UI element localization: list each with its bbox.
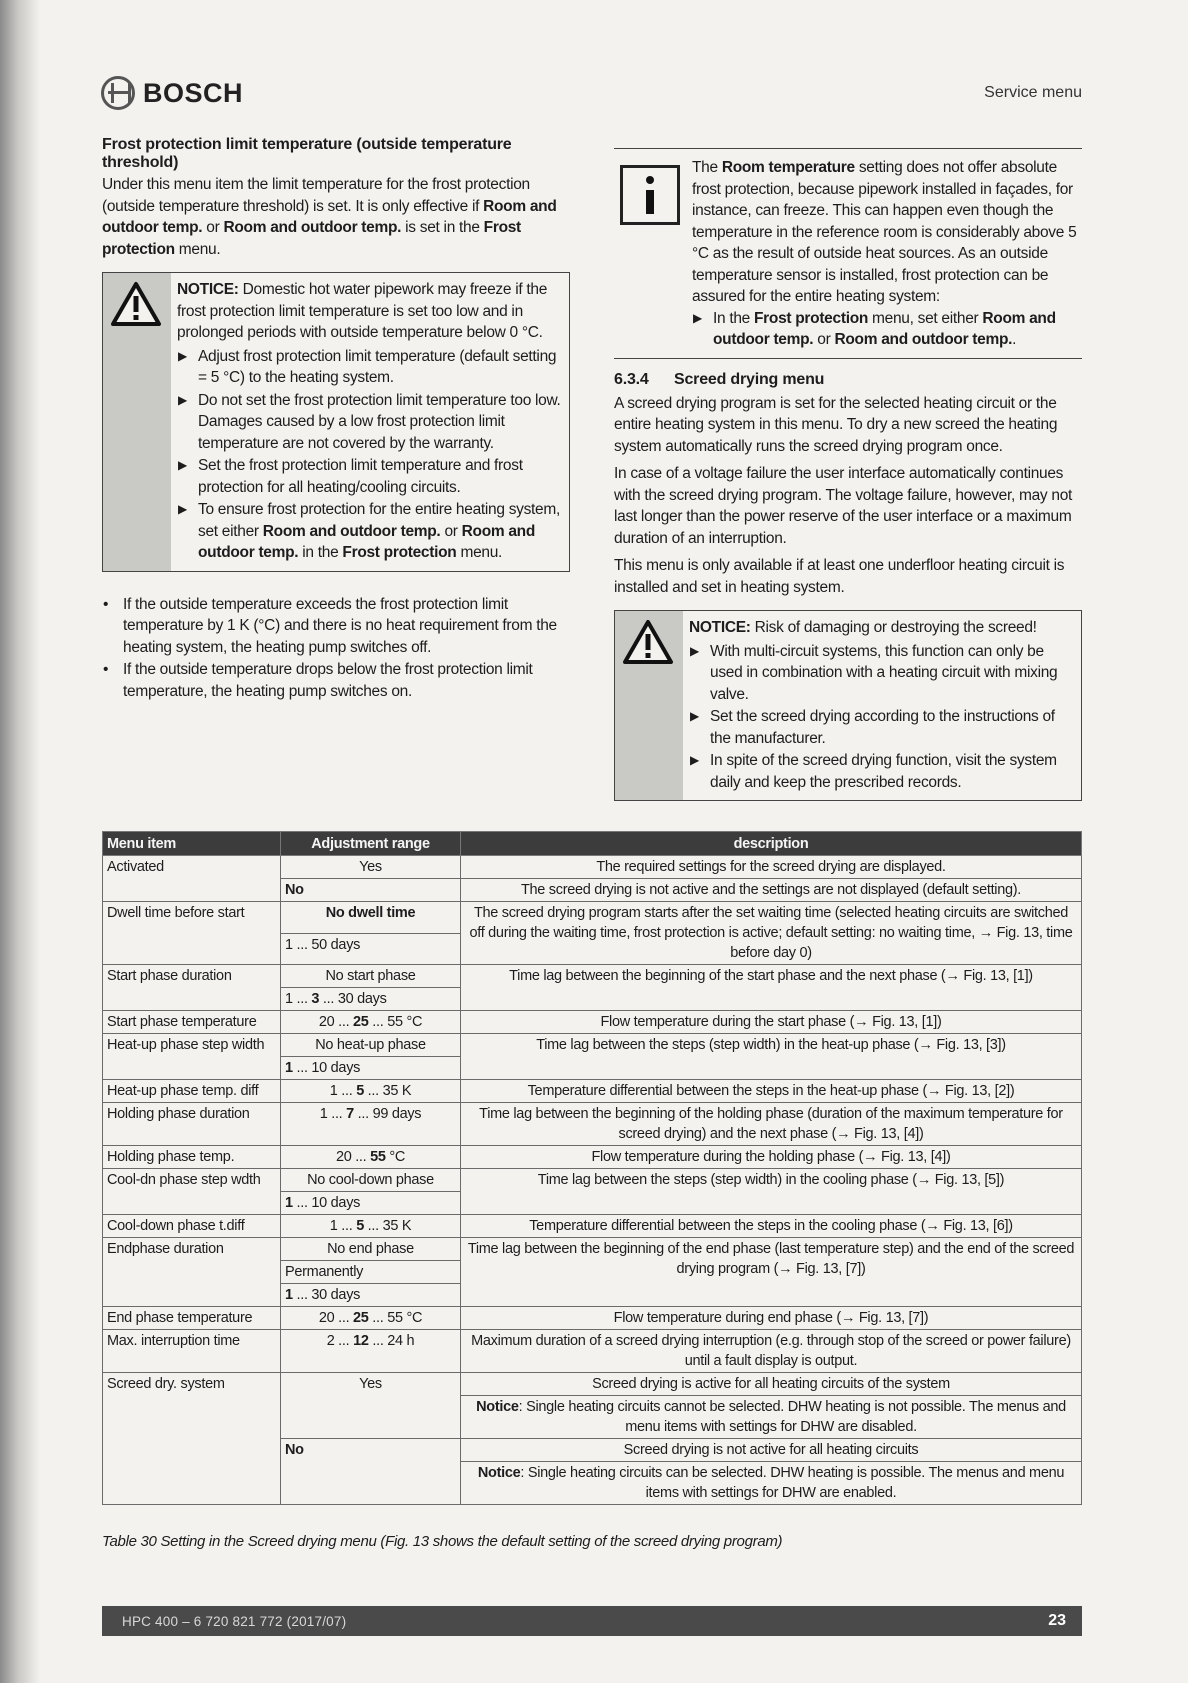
text-run: or — [813, 331, 835, 348]
text-run: Risk of damaging or destroying the screed! — [750, 619, 1037, 636]
list-item: • If the outside temperature drops below the frost protection limit temperature, the heating pump switches on. — [102, 659, 570, 702]
paragraph: This menu is only available if at least one underfloor heating circuit is installed and set in heating system. — [614, 557, 1065, 596]
text-run: . — [1012, 331, 1017, 348]
list-item — [177, 390, 561, 455]
table-row — [103, 1169, 1082, 1192]
range-cell — [281, 933, 461, 965]
subheading: Frost protection limit temperature (outside temperature threshold) — [102, 136, 512, 171]
text-run: ... 55 °C — [368, 1014, 423, 1030]
text-run: ... 30 days — [292, 1287, 361, 1303]
menu-item-cell: Endphase duration — [103, 1238, 281, 1307]
description-cell — [461, 1169, 1082, 1215]
menu-item-cell: Start phase duration — [103, 965, 281, 1011]
settings-table — [102, 831, 1082, 1505]
range-cell — [281, 1215, 461, 1238]
column-header: description — [461, 832, 1082, 856]
text-run: Time lag between the beginning of the start phase and the next phase (→ Fig. 13, [1]) — [509, 968, 1033, 984]
page-number: 23 — [1048, 1612, 1066, 1629]
text-run: In the — [713, 309, 754, 327]
emphasis-text: Frost protection — [342, 544, 457, 561]
text-run: Flow temperature during end phase (→ Fig. 13, [7]) — [613, 1310, 929, 1326]
right-column — [614, 136, 1082, 801]
text-run: 1 ... — [319, 1106, 347, 1122]
notice-screed — [614, 610, 1082, 801]
menu-item-cell: Holding phase temp. — [103, 1146, 281, 1169]
text-run: menu. — [456, 544, 503, 561]
text-run: In spite of the screed drying function, visit the system daily and keep the prescribed records. — [710, 752, 1057, 791]
text-run: 1 ... — [285, 991, 312, 1007]
range-cell — [281, 902, 461, 934]
menu-item-cell: Cool-dn phase step wdth — [103, 1169, 281, 1215]
text-run: The — [692, 159, 722, 176]
description-cell — [461, 1146, 1082, 1169]
column-header: Adjustment range — [281, 832, 461, 856]
text-run: Under this menu item the limit temperature for the frost protection (outside temperature threshold) is set. It is only effective if — [102, 176, 530, 215]
description-cell — [461, 1238, 1082, 1307]
text-run: No cool-down phase — [307, 1172, 434, 1188]
menu-item-cell: Heat-up phase temp. diff — [103, 1080, 281, 1103]
text-run: setting does not offer absolute frost protection, because pipework installed in façades, for instance, can freeze. This can happen even though the temperature in the reference room is considerably above 5 °C as the result of outside heat sources. As an outside temperature sensor is installed, frost protection can be assured for the entire heating system: — [692, 159, 1077, 305]
description-cell — [461, 902, 1082, 965]
description-cell — [461, 856, 1082, 879]
range-cell — [281, 1192, 461, 1215]
text-run: 1 ... 50 days — [285, 936, 361, 953]
table-row — [103, 1330, 1082, 1373]
emphasis-text: 25 — [353, 1014, 369, 1030]
info-list — [692, 308, 1082, 351]
bullet-list — [102, 594, 570, 703]
menu-item-cell: Activated — [103, 856, 281, 902]
text-run: No end phase — [327, 1241, 414, 1257]
range-cell — [281, 1103, 461, 1146]
emphasis-text: 1 — [285, 1060, 293, 1076]
text-run: Set the frost protection limit temperature and frost protection for all heating/cooling circuits. — [198, 457, 523, 496]
table-row — [103, 1238, 1082, 1261]
warning-triangle-icon — [622, 619, 674, 665]
info-text — [692, 157, 1082, 308]
range-cell — [281, 1307, 461, 1330]
list-item — [689, 750, 1073, 793]
emphasis-text: 12 — [353, 1333, 369, 1349]
text-run: Permanently — [285, 1264, 364, 1280]
text-run: Time lag between the beginning of the end phase (last temperature step) and the end of the screed drying program (→ Fig. 13, [7]) — [467, 1241, 1075, 1277]
emphasis-text: No dwell time — [325, 905, 416, 921]
range-cell — [281, 1439, 461, 1505]
description-cell — [461, 1011, 1082, 1034]
description-cell — [461, 1080, 1082, 1103]
menu-item-cell: Screed dry. system — [103, 1373, 281, 1505]
range-cell — [281, 1330, 461, 1373]
emphasis-text: 1 — [285, 1287, 293, 1303]
range-cell — [281, 1373, 461, 1439]
range-cell — [281, 1057, 461, 1080]
emphasis-text: No — [285, 882, 304, 898]
brand-name: BOSCH — [143, 77, 244, 108]
range-cell — [281, 1284, 461, 1307]
table-row — [103, 1215, 1082, 1238]
description-cell — [461, 1396, 1082, 1439]
text-run: : Single heating circuits cannot be selected. DHW heating is not possible. The menus and menu items with settings for DHW are disabled. — [518, 1399, 1066, 1435]
text-run: Temperature differential between the steps in the heat-up phase (→ Fig. 13, [2]) — [527, 1083, 1015, 1099]
emphasis-text: Room temperature — [721, 159, 855, 176]
info-box — [614, 148, 1082, 359]
table-caption: Table 30 Setting in the Screed drying menu (Fig. 13 shows the default setting of the screed drying program) — [102, 1533, 783, 1550]
menu-item-cell: Max. interruption time — [103, 1330, 281, 1373]
text-run: Time lag between the steps (step width) in the cooling phase (→ Fig. 13, [5]) — [537, 1172, 1005, 1188]
description-cell — [461, 1103, 1082, 1146]
text-run: Domestic hot water pipework may freeze if the frost protection limit temperature is set too low and in prolonged periods with outside temperature below 0 °C. — [177, 281, 548, 341]
table-row — [103, 1146, 1082, 1169]
notice-lead — [689, 617, 1073, 639]
left-column — [102, 136, 570, 703]
document-id: HPC 400 – 6 720 821 772 (2017/07) — [122, 1613, 347, 1629]
description-cell — [461, 1439, 1082, 1462]
text-run: Time lag between the beginning of the holding phase (duration of the maximum temperature for screed drying) and the next phase (→ Fig. 13, [4]) — [479, 1106, 1063, 1142]
emphasis-text: Room and outdoor temp. — [262, 522, 441, 540]
section-title: Screed drying menu — [674, 370, 825, 388]
range-cell — [281, 1146, 461, 1169]
description-cell — [461, 1373, 1082, 1396]
emphasis-text: 1 — [285, 1195, 293, 1211]
table-row — [103, 1103, 1082, 1146]
table-row — [103, 965, 1082, 988]
emphasis-text: 7 — [346, 1106, 354, 1122]
text-run: Adjust frost protection limit temperature (default setting = 5 °C) to the heating system. — [198, 347, 557, 386]
range-cell — [281, 1034, 461, 1057]
text-run: menu, set either — [868, 309, 983, 327]
list-item — [692, 308, 1082, 351]
text-run: ... 30 days — [319, 991, 387, 1007]
range-cell — [281, 965, 461, 988]
table-row — [103, 1373, 1082, 1396]
notice-content — [171, 273, 569, 571]
list-item — [177, 499, 561, 564]
emphasis-text: Room and outdoor temp. — [102, 197, 557, 236]
page-footer — [102, 1606, 1082, 1636]
text-run: No heat-up phase — [315, 1037, 426, 1053]
emphasis-text: NOTICE: — [689, 619, 751, 636]
list-item — [177, 346, 561, 389]
text-run: °C — [385, 1149, 406, 1165]
text-run: 1 ... — [329, 1218, 357, 1234]
table-row — [103, 1034, 1082, 1057]
table-row — [103, 1011, 1082, 1034]
emphasis-text: Room and outdoor temp. — [198, 522, 536, 561]
text-run: 1 ... — [329, 1083, 357, 1099]
paragraph: In case of a voltage failure the user interface automatically continues with the screed drying program. The voltage failure, however, may not last longer than the power reserve of the user interface or a maximum duration of an interruption. — [614, 465, 1073, 547]
menu-item-cell: End phase temperature — [103, 1307, 281, 1330]
text-run: Yes — [359, 1376, 382, 1392]
text-run: : Single heating circuits can be selected. DHW heating is possible. The menus and menu items with settings for DHW are enabled. — [520, 1465, 1065, 1501]
text-run: Screed drying is not active for all heating circuits — [623, 1442, 919, 1458]
section-heading — [614, 371, 1082, 389]
text-run: Yes — [359, 859, 382, 875]
text-run: Temperature differential between the steps in the cooling phase (→ Fig. 13, [6]) — [529, 1218, 1013, 1234]
text-run: 20 ... — [318, 1014, 354, 1030]
emphasis-text: No — [285, 1442, 304, 1458]
text-run: Set the screed drying according to the instructions of the manufacturer. — [710, 708, 1055, 747]
brand — [101, 76, 243, 110]
menu-item-cell: Start phase temperature — [103, 1011, 281, 1034]
emphasis-text: 5 — [356, 1083, 364, 1099]
text-run: in the — [298, 544, 343, 561]
emphasis-text: Room and outdoor temp. — [834, 331, 1013, 348]
description-cell — [461, 1330, 1082, 1373]
menu-item-cell: Dwell time before start — [103, 902, 281, 965]
emphasis-text: 5 — [356, 1218, 364, 1234]
warning-triangle-icon — [110, 281, 162, 327]
table-body — [103, 856, 1082, 1505]
text-run: ... 55 °C — [368, 1310, 423, 1326]
range-cell — [281, 1169, 461, 1192]
emphasis-text: 3 — [311, 991, 320, 1007]
text-run: To ensure frost protection for the entire heating system, set either — [198, 501, 560, 540]
text-run: The required settings for the screed drying are displayed. — [596, 859, 946, 875]
description-cell — [461, 1462, 1082, 1505]
emphasis-text: Notice — [477, 1465, 521, 1481]
intro-paragraph — [102, 174, 570, 260]
emphasis-text: 55 — [370, 1149, 386, 1165]
text-run: Flow temperature during the holding phase (→ Fig. 13, [4]) — [591, 1149, 951, 1165]
emphasis-text: Frost protection — [102, 219, 521, 258]
info-icon — [620, 165, 680, 225]
range-cell — [281, 879, 461, 902]
range-cell — [281, 1080, 461, 1103]
menu-item-cell: Holding phase duration — [103, 1103, 281, 1146]
table-row — [103, 1307, 1082, 1330]
description-cell — [461, 965, 1082, 1011]
section-number: 6.3.4 — [614, 370, 649, 388]
text-run: Flow temperature during the start phase (→ Fig. 13, [1]) — [600, 1014, 942, 1030]
notice-sidebar — [103, 273, 171, 571]
menu-item-cell: Heat-up phase step width — [103, 1034, 281, 1080]
emphasis-text: Room and outdoor temp. — [223, 219, 402, 236]
notice-lead — [177, 279, 561, 344]
text-run: or — [202, 219, 224, 236]
column-header: Menu item — [103, 832, 281, 856]
text-run: ... 10 days — [292, 1195, 361, 1211]
emphasis-text: Notice — [476, 1399, 519, 1415]
text-run: ... 10 days — [292, 1060, 361, 1076]
text-run: ... 99 days — [353, 1106, 422, 1122]
text-run: Maximum duration of a screed drying interruption (e.g. through stop of the screed or power failure) until a fault display is output. — [471, 1333, 1071, 1369]
description-cell — [461, 1034, 1082, 1080]
emphasis-text: NOTICE: — [177, 281, 239, 298]
list-item — [177, 455, 561, 498]
text-run: Time lag between the steps (step width) in the heat-up phase (→ Fig. 13, [3]) — [536, 1037, 1006, 1053]
list-item — [689, 641, 1073, 706]
description-cell — [461, 1307, 1082, 1330]
notice-list — [177, 346, 561, 564]
description-cell — [461, 1215, 1082, 1238]
text-run: With multi-circuit systems, this function can only be used in combination with a heating circuit with mixing valve. — [710, 642, 1058, 703]
text-run: menu. — [174, 240, 221, 258]
text-run: The screed drying is not active and the settings are not displayed (default setting). — [520, 882, 1022, 898]
notice-list — [689, 641, 1073, 794]
text-run: Do not set the frost protection limit temperature too low. Damages caused by a low frost protection limit temperature are not covered by the warranty. — [198, 391, 561, 452]
table-row — [103, 856, 1082, 879]
emphasis-text: 25 — [353, 1310, 369, 1326]
text-run: is set in the — [401, 219, 484, 236]
text-run: 2 ... — [326, 1333, 354, 1349]
notice-content — [683, 611, 1081, 800]
notice-sidebar — [615, 611, 683, 800]
text-run: or — [440, 522, 462, 540]
list-item: • If the outside temperature exceeds the frost protection limit temperature by 1 K (°C) and there is no heat requirement from the heating system, the heating pump switches off. — [102, 594, 570, 659]
menu-item-cell: Cool-down phase t.diff — [103, 1215, 281, 1238]
emphasis-text: Frost protection — [754, 309, 869, 327]
text-run: ... 35 K — [363, 1218, 412, 1234]
range-cell — [281, 988, 461, 1011]
info-content — [692, 157, 1082, 352]
range-cell — [281, 856, 461, 879]
paragraph: A screed drying program is set for the selected heating circuit or the entire heating system in this menu. To dry a new screed the heating system automatically runs the screed drying program once. — [614, 394, 1058, 455]
range-cell — [281, 1261, 461, 1284]
range-cell — [281, 1011, 461, 1034]
text-run: No start phase — [325, 968, 416, 984]
text-run: 20 ... — [318, 1310, 354, 1326]
text-run: ... 35 K — [363, 1083, 412, 1099]
running-header: Service menu — [984, 84, 1082, 101]
description-cell — [461, 879, 1082, 902]
range-cell — [281, 1238, 461, 1261]
table-row — [103, 902, 1082, 934]
text-run: 20 ... — [335, 1149, 371, 1165]
emphasis-text: Room and outdoor temp. — [713, 309, 1056, 348]
list-item — [689, 706, 1073, 749]
bosch-armature-icon — [101, 76, 135, 110]
text-run: ... 24 h — [368, 1333, 415, 1349]
notice-frost — [102, 272, 570, 572]
table-header-row — [103, 832, 1082, 856]
table-row — [103, 1080, 1082, 1103]
text-run: Screed drying is active for all heating circuits of the system — [592, 1376, 950, 1392]
text-run: The screed drying program starts after the set waiting time (selected heating circuits are switched off during the waiting time, frost protection is active; default setting: no waiting time, → Fig. 13, time before day 0) — [469, 905, 1073, 961]
